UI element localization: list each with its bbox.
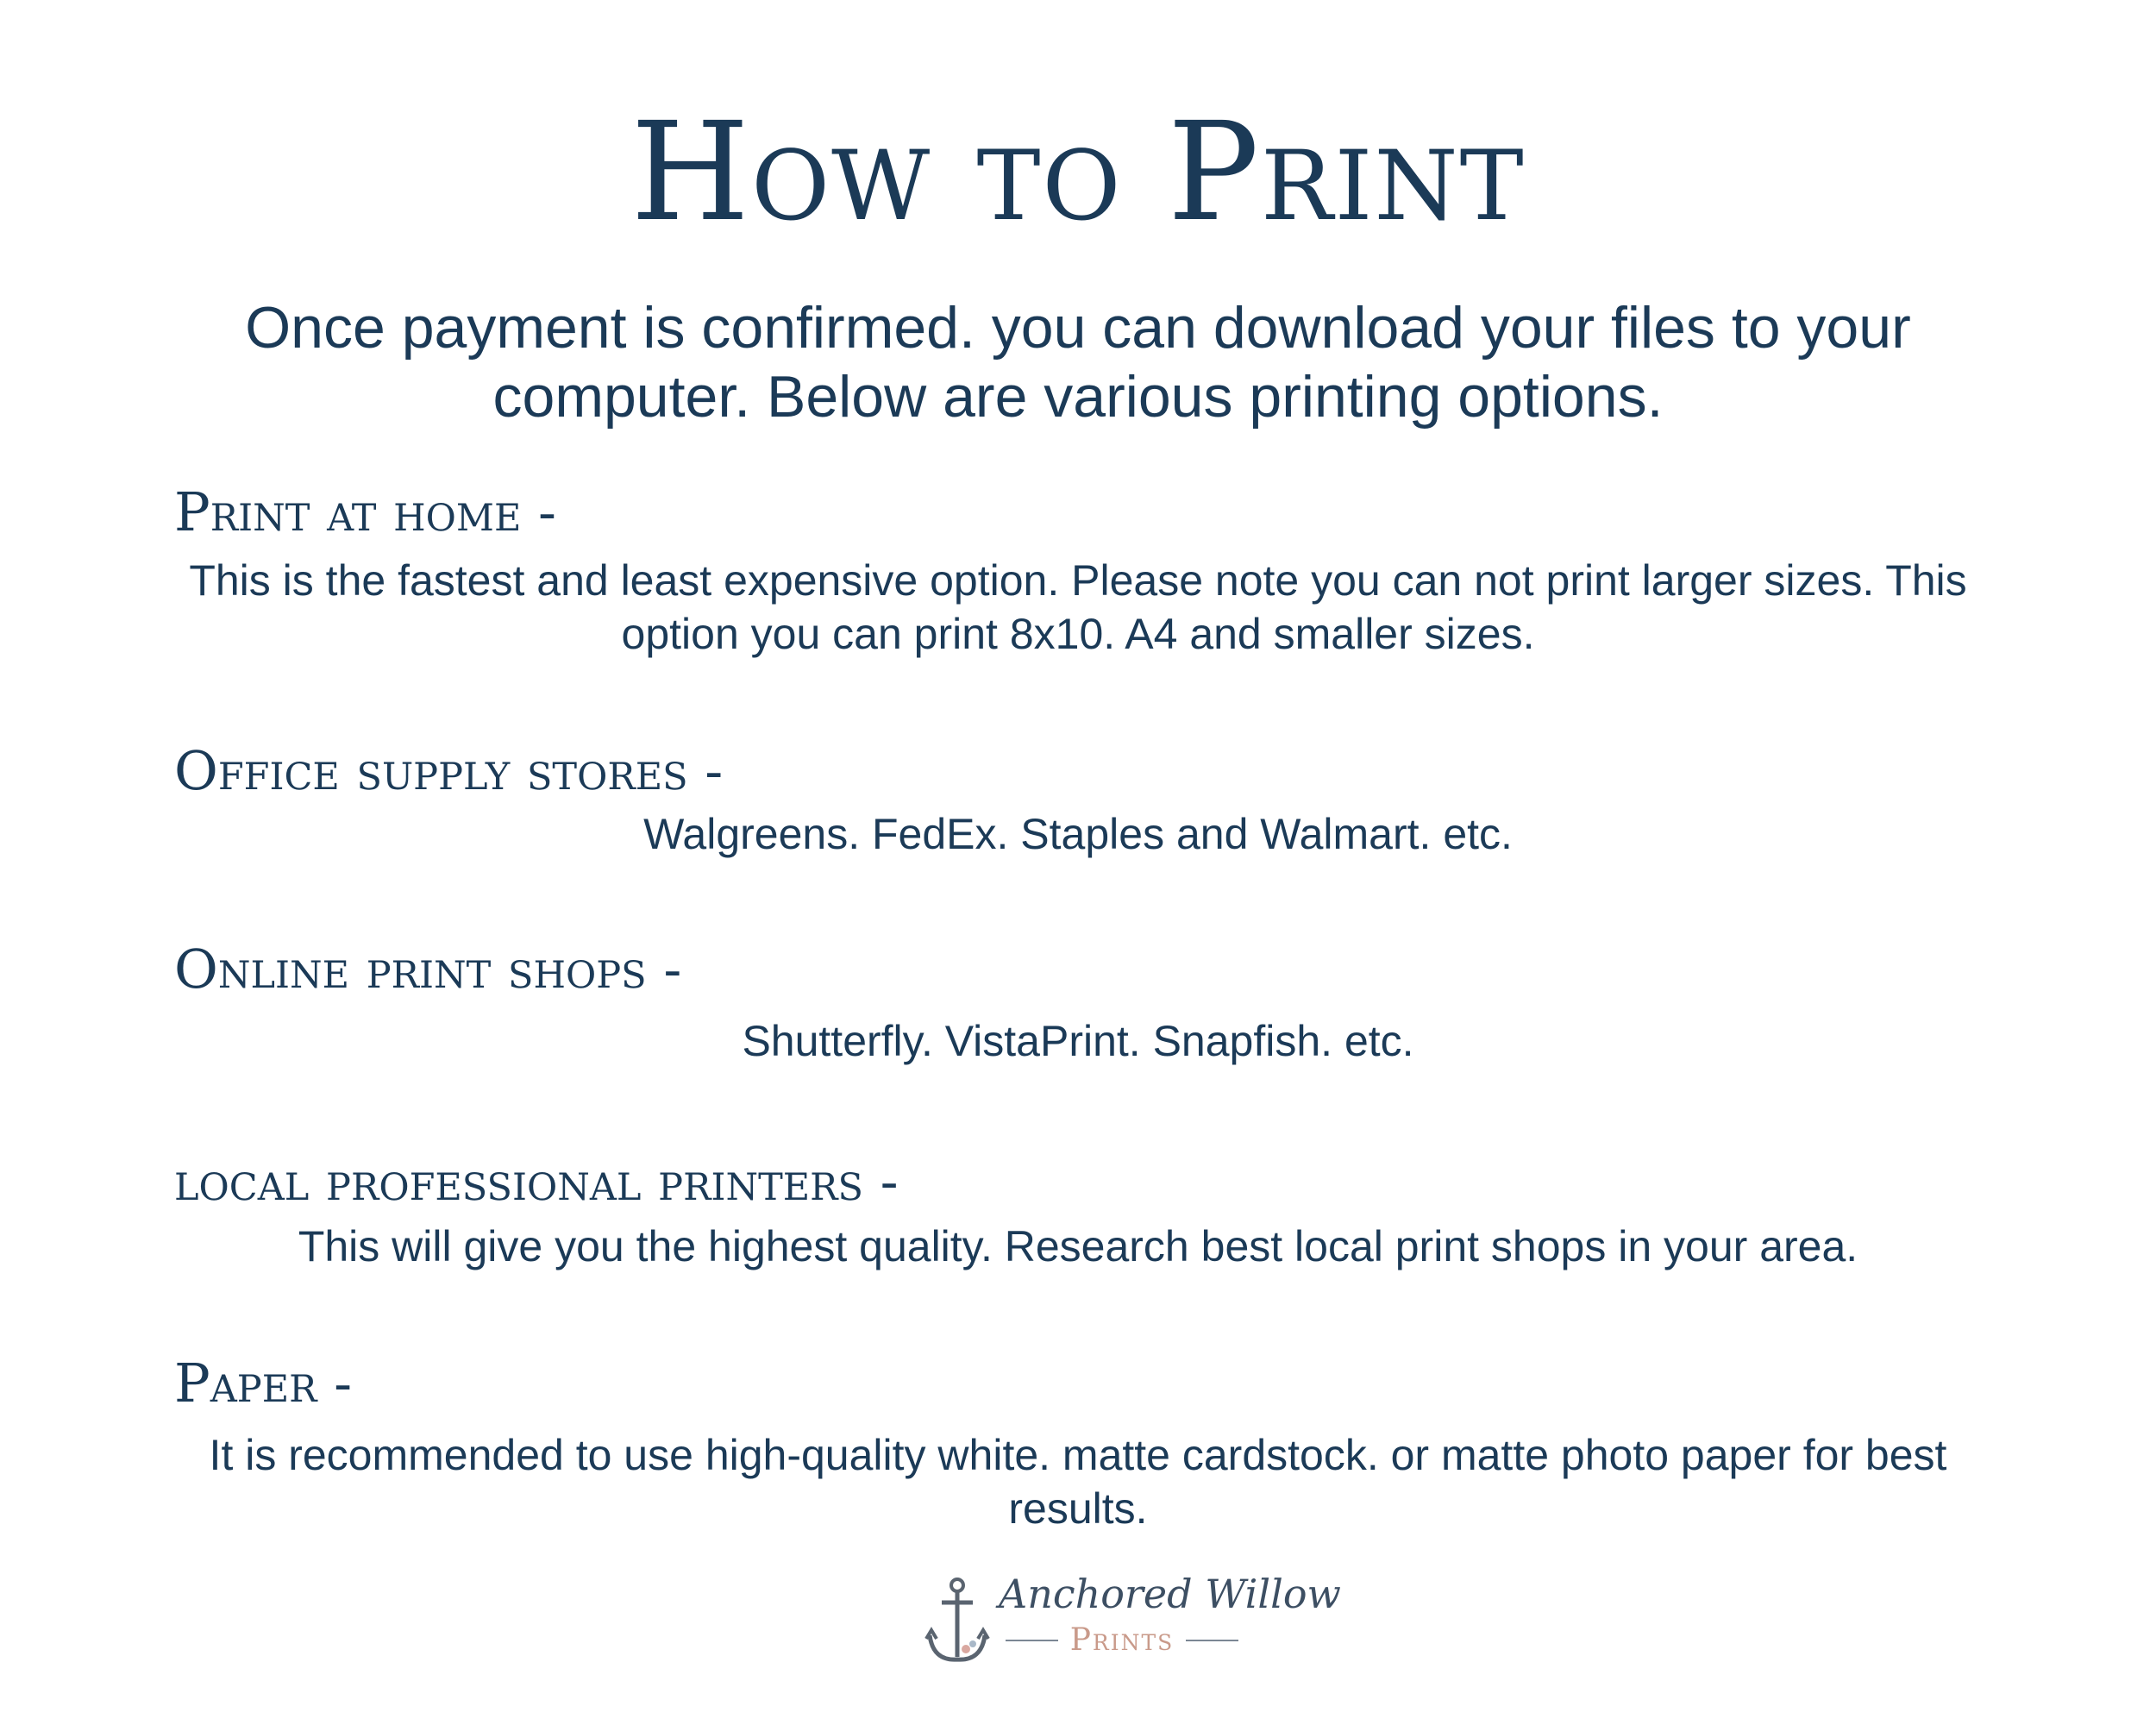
logo-subtitle [1006, 1623, 1238, 1658]
section-heading-local-printers: local professional printers - [174, 1150, 899, 1213]
logo-divider-right [1186, 1640, 1238, 1641]
section-body-online-print-shops: Shutterfly. VistaPrint. Snapfish. etc. [742, 1017, 1414, 1065]
section-body-local-printers: This will give you the highest quality. Research best local print shops in your area. [298, 1222, 1858, 1270]
page-title: How to Print [630, 93, 1526, 252]
intro-text: Once payment is confirmed. you can download your files to your computer. Below are various printing options. [245, 295, 1911, 430]
section-heading-print-at-home: Print at home - [174, 480, 557, 543]
section-body-office-supply: Walgreens. FedEx. Staples and Walmart. etc. [643, 810, 1513, 858]
anchor-icon [923, 1575, 992, 1670]
brand-logo [923, 1568, 1341, 1672]
logo-prints-text: Prints [1069, 1622, 1175, 1658]
section-heading-office-supply: Office supply stores - [174, 739, 724, 802]
section-heading-online-print-shops: Online print shops - [174, 938, 682, 1000]
section-heading-paper: Paper - [174, 1352, 353, 1414]
section-body-paper: It is recommended to use high-quality white. matte cardstock. or matte photo paper for best results. [209, 1431, 1947, 1533]
logo-divider-left [1006, 1640, 1058, 1641]
section-body-print-at-home: This is the fastest and least expensive option. Please note you can not print larger sizes. This option you can print 8x10. A4 and smaller sizes. [189, 556, 1967, 658]
logo-script-text: Anchored Willow [999, 1571, 1341, 1617]
